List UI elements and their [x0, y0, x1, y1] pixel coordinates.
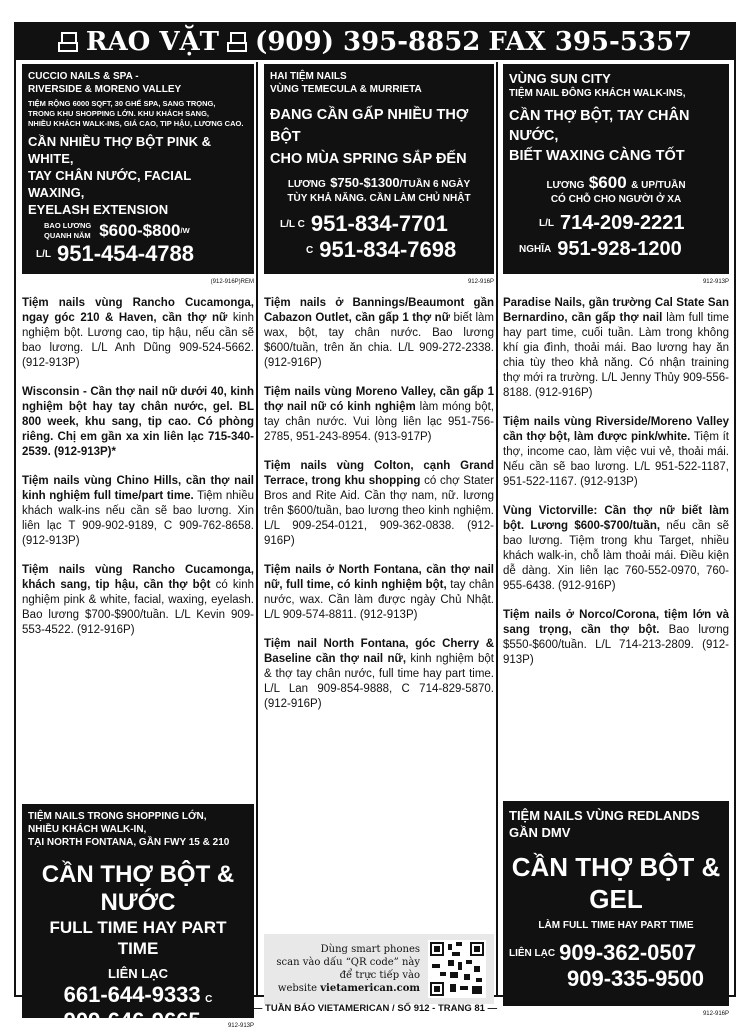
- phone-number: 909-646-9665: [63, 1008, 201, 1033]
- ad-line: NHIỀU KHÁCH WALK-INS, GIÁ CAO, TIP HẬU, LƯƠNG CAO.: [28, 119, 244, 128]
- column-3: [503, 64, 730, 1017]
- salary-text: $750-$1300: [330, 175, 400, 190]
- ad-line: CÓ CHỖ CHO NGƯỜI Ở XA: [550, 194, 682, 205]
- ad-line: VÙNG SUN CITY: [509, 71, 611, 86]
- ad-line: LƯƠNG: [546, 180, 585, 191]
- ad-line: TÙY KHẢ NĂNG. CẦN LÀM CHỦ NHẬT: [287, 193, 471, 204]
- ad-box-sun-city: [503, 64, 729, 285]
- ad-line: LÀM FULL TIME HAY PART TIME: [538, 920, 694, 931]
- phone-number: 951-454-4788: [57, 241, 195, 266]
- phone-suffix: C: [205, 994, 213, 1005]
- ad-headline: BIẾT WAXING CÀNG TỐT: [509, 148, 685, 164]
- ad-line: TRONG KHU SHOPPING LỚN. KHU KHÁCH SANG,: [28, 109, 209, 118]
- phone-number: 951-834-7701: [310, 211, 448, 236]
- ad-line: VÙNG TEMECULA & MURRIETA: [270, 84, 422, 95]
- ad-headline: CHO MÙA SPRING SẮP ĐẾN: [270, 151, 467, 167]
- contact-label: NGHĨA: [519, 243, 552, 255]
- ad-text: Vùng Victorville: Cần thợ nữ biết làm bột. Lương $600-$700/tuần, nếu cần sẽ bao lương. Tiệm trong khu Target, nhiều khách walk-in, chỗ làm thoải mái. Điều kiện dễ dàng. Xin liên lạc 760-552-0970, 760-955-6438. (912-916P): [503, 505, 730, 592]
- ad-line: CUCCIO NAILS & SPA -: [28, 71, 139, 82]
- phone-suffix: B: [205, 1020, 213, 1031]
- column-divider: [496, 62, 498, 995]
- qr-code-icon[interactable]: [428, 940, 486, 998]
- ad-line: EYELASH EXTENSION: [28, 202, 169, 217]
- ad-text: Tiệm nails vùng Colton, cạnh Grand Terrace, trong khu shopping có chợ Stater Bros and Rite Aid. Cần thợ nam, nữ. lương trên $600/tuần, bao lương theo kinh nghiệm. L/L 909-254-0121, 909-362-0838. (912-916P): [264, 460, 494, 547]
- column-1: [22, 64, 254, 1033]
- header-title: RAO VẶT: [85, 27, 220, 57]
- qr-text: Dùng smart phones: [320, 944, 420, 955]
- ad-line: TAY CHÂN NƯỚC, FACIAL WAXING,: [28, 168, 191, 200]
- ad-line: RIVERSIDE & MORENO VALLEY: [28, 84, 182, 95]
- ad-text: Tiệm nails ở Bannings/Beaumont gần Cabazon Outlet, cần gấp 1 thợ nữ biết làm wax, bột, tay chân nước. Bao lương $600/tuần, trên ăn chia. L/L 909-272-2338. (912-916P): [264, 297, 495, 369]
- ad-box-redlands: [503, 801, 729, 1017]
- ad-line: LƯƠNG: [287, 179, 326, 190]
- ad-line: TIỆM RỘNG 6000 SQFT, 30 GHẾ SPA, SANG TRỌNG,: [28, 99, 216, 108]
- ad-text: Tiệm nails vùng Rancho Cucamonga, ngay góc 210 & Haven, cần thợ nữ kinh nghiệm bột. Lương cao, tip hậu, nếu cần sẽ bao lương. L/L Anh Dũng 909-524-5662. (912-913P): [22, 297, 254, 369]
- contact-label: C: [306, 244, 314, 256]
- ad-text: Wisconsin - Cần thợ nail nữ dưới 40, kinh nghiệm bột hay tay chân nước, gel. BL 800 week, khu sang, tip cao. Có phòng riêng. Chị em gần xa xin liên lạc 715-340-2539. (912-913P)*: [22, 386, 254, 458]
- header-fax: FAX 395-5357: [488, 27, 693, 57]
- contact-label: LIÊN LẠC: [108, 966, 168, 981]
- ad-line: /TUẦN 6 NGÀY: [399, 179, 471, 190]
- fax-machine-icon: [227, 32, 247, 52]
- ad-code: 912-916P: [702, 1011, 729, 1017]
- ad-text: Tiệm nails vùng Rancho Cucamonga, khách sang, tip hậu, cần thợ bột có kinh nghiệm pink & white, facial, waxing, eyelash. Bao lương $700-$900/tuần. L/L Kevin 909-553-4522. (912-916P): [22, 564, 254, 636]
- ad-line: TIỆM NAILS TRONG SHOPPING LỚN,: [28, 811, 207, 822]
- ad-text: Tiệm nails vùng Moreno Valley, cần gấp 1 thợ nail nữ có kinh nghiệm làm móng bột, tay chân nước. Vui lòng liên lạc 951-756-2785, 951-243-8954. (913-917P): [264, 386, 494, 443]
- contact-label: L/L C: [280, 218, 305, 230]
- phone-number: 951-928-1200: [557, 238, 682, 260]
- ad-line: CẦN NHIỀU THỢ BỘT PINK & WHITE,: [28, 134, 211, 166]
- ad-headline: CẦN THỢ BỘT, TAY CHÂN NƯỚC,: [509, 108, 690, 144]
- contact-label: L/L: [539, 217, 554, 229]
- qr-text: website: [277, 983, 321, 994]
- ad-code: 912-916P: [467, 279, 494, 285]
- ad-line: GẦN DMV: [509, 825, 571, 840]
- ad-code: 912-913P: [702, 279, 729, 285]
- ad-line: HAI TIỆM NAILS: [270, 71, 347, 82]
- phone-number: 951-834-7698: [319, 237, 457, 262]
- ad-line: TIỆM NAILS VÙNG REDLANDS: [509, 808, 700, 823]
- ad-line: NHIỀU KHÁCH WALK-IN,: [28, 824, 147, 835]
- ad-headline: CẦN THỢ BỘT & GEL: [511, 852, 721, 914]
- ad-text: Tiệm nails ở North Fontana, cần thợ nail nữ, full time, có kinh nghiệm bột, tay chân nước, wax. Cần làm được ngày Chủ Nhật. L/L 909-574-8811. (912-913P): [264, 564, 494, 621]
- column-divider: [256, 62, 258, 995]
- phone-number: 909-362-0507: [559, 940, 697, 965]
- salary-unit: /W: [180, 225, 190, 235]
- ad-text: Paradise Nails, gần trường Cal State San Bernardino, cần gấp thợ nail làm full time hay part time, cuối tuần. Làm trong không khí gia đình, thoải mái. Bao lương hay ăn chia tùy theo khả năng. Có nhận training thợ mới ra trường. L/L Jenny Thủy 909-556-8188. (912-916P): [503, 297, 729, 399]
- ad-code: (912-916P)REM: [210, 279, 254, 285]
- qr-text: scan vào dấu “QR code” này: [276, 957, 420, 968]
- ad-headline: CẦN THỢ BỘT & NƯỚC: [41, 861, 235, 916]
- page-footer: — TUẦN BÁO VIETAMERICAN / SỐ 912 - TRANG 81 —: [252, 1003, 498, 1014]
- ad-line: & UP/TUẦN: [631, 180, 686, 191]
- ad-box-north-fontana: [22, 804, 254, 1033]
- phone-number: 714-209-2221: [560, 212, 685, 234]
- salary-text: $600-$800: [99, 221, 181, 240]
- header-phone: (909) 395-8852: [255, 27, 481, 57]
- fax-machine-icon: [58, 32, 78, 52]
- ad-box-cuccio: [22, 64, 254, 285]
- ad-line: BAO LƯƠNG: [44, 220, 92, 230]
- phone-number: 661-644-9333: [63, 982, 201, 1007]
- ad-line: TẠI NORTH FONTANA, GẦN FWY 15 & 210: [28, 837, 230, 848]
- ad-line: QUANH NĂM: [44, 230, 91, 240]
- ad-line: FULL TIME HAY PART TIME: [49, 918, 227, 958]
- ad-text: Tiệm nails vùng Chino Hills, cần thợ nail kinh nghiệm full time/part time. Tiệm nhiều khách walk-ins nếu cần sẽ bao lương. Xin liên lạc T 909-902-9189, C 909-762-8658. (912-913P): [22, 475, 254, 547]
- column-2: [264, 64, 495, 994]
- qr-promo: [264, 934, 494, 1004]
- ad-code: 912-913P: [227, 1023, 254, 1029]
- ad-text: Tiệm nail North Fontana, góc Cherry & Baseline cần thợ nail nữ, kinh nghiệm bột & thợ tay chân nước, full time hay part time. L/L Lan 909-854-9888, C 714-829-5870. (912-916P): [264, 638, 494, 710]
- ad-box-temecula: [264, 64, 494, 285]
- contact-label: LIÊN LẠC: [509, 947, 556, 959]
- salary-text: $600: [588, 173, 627, 192]
- ad-headline: ĐANG CẦN GẤP NHIỀU THỢ BỘT: [270, 107, 469, 145]
- phone-number: 909-335-9500: [567, 966, 705, 991]
- qr-text: để trực tiếp vào: [339, 970, 420, 981]
- header-bar: [16, 24, 734, 60]
- contact-label: L/L: [36, 248, 51, 260]
- ad-text: Tiệm nails ở Norco/Corona, tiệm lớn và sang trọng, cần thợ bột. Bao lương $550-$600/tuần. L/L 714-213-2809. (912-913P): [503, 609, 729, 666]
- website-link[interactable]: vietamerican.com: [320, 983, 420, 994]
- ad-line: TIỆM NAIL ĐÔNG KHÁCH WALK-INS,: [509, 88, 686, 99]
- ad-text: Tiệm nails vùng Riverside/Moreno Valley cần thợ bột, làm được pink/white. Tiệm ít thợ, income cao, làm việc vui vẻ, thoải mái. Nếu cần sẽ bao lương. L/L 951-522-1187, 951-522-1167. (912-913P): [503, 416, 729, 488]
